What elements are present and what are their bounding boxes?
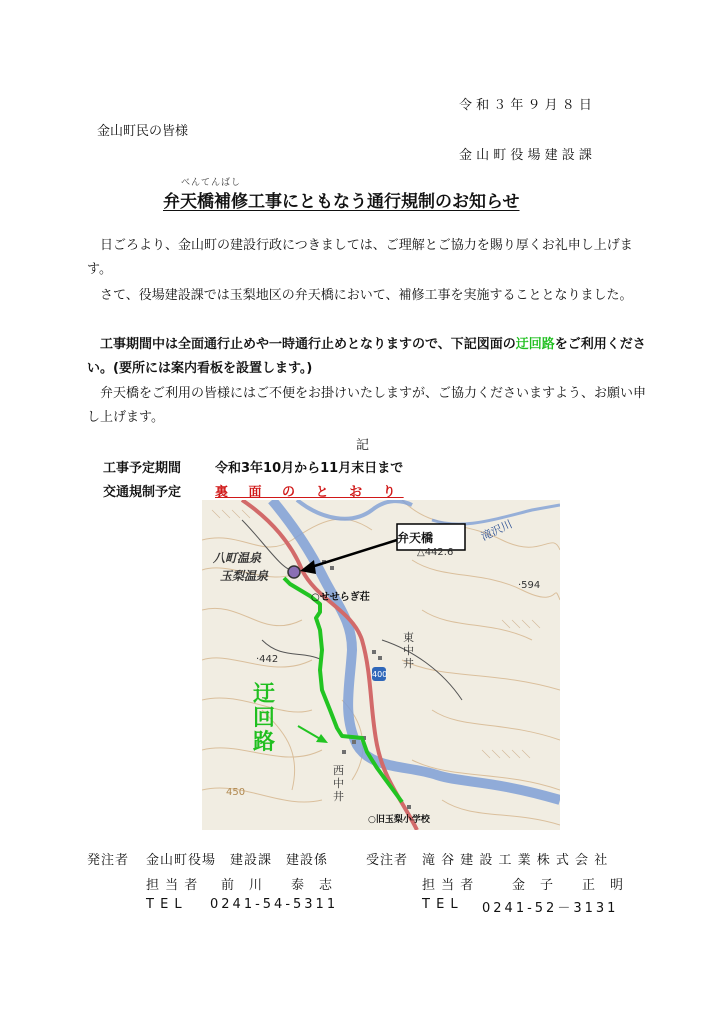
- detour-highlight: 迂回路: [515, 337, 555, 352]
- detour-text-after: をご利用ください。(要所には案内看板を設置します。): [87, 337, 646, 376]
- orderer-name: 金山町役場 建設課 建設係: [146, 853, 329, 868]
- callout-label: 弁天橋: [397, 531, 434, 545]
- orderer-person: 前 川 泰 志: [221, 878, 334, 893]
- period-label: 工事予定期間: [103, 461, 182, 476]
- nishi-nakai-label: 西 中 井: [333, 764, 344, 803]
- bridge-marker-icon: [288, 566, 300, 578]
- ki-mark: 記: [356, 438, 370, 453]
- contractor-person-label: 担 当 者: [422, 878, 475, 893]
- contractor-tel-label: T E L: [422, 897, 459, 912]
- elevation-594: ·594: [518, 580, 541, 591]
- detour-text-before: 工事期間中は全面通行止めや一時通行止めとなりますので、下記図面の: [87, 337, 516, 352]
- seseragi-label: ○せせらぎ荘: [311, 592, 370, 603]
- date: 令 和 ３ 年 ９ 月 ８ 日: [459, 98, 592, 113]
- orderer-tel-label: T E L: [146, 897, 183, 912]
- paragraph-apology: 弁天橋をご利用の皆様にはご不便をお掛けいたしますが、ご協力くださいますよう、お願い申し上げます。: [87, 386, 647, 425]
- paragraph-notice: さて、役場建設課では玉梨地区の弁天橋において、補修工事を実施することとなりました。: [87, 288, 633, 303]
- regulation-label: 交通規制予定: [103, 485, 182, 500]
- paragraph-greeting: 日ごろより、金山町の建設行政につきましては、ご理解とご協力を賜り厚くお礼申し上げます。: [87, 238, 633, 277]
- higashi-nakai-label: 東 中 井: [403, 631, 414, 670]
- paragraph-detour: [87, 333, 647, 381]
- orderer-label: 発注者: [87, 853, 130, 868]
- orderer-person-label: 担 当 者: [146, 878, 199, 893]
- period-value: 令和3年10月から11月末日まで: [215, 461, 404, 476]
- page-title: 弁天橋補修工事にともなう通行規制のお知らせ: [163, 192, 520, 212]
- old-school-label: ○旧玉梨小学校: [368, 815, 430, 825]
- recipient: 金山町民の皆様: [97, 124, 189, 139]
- contractor-name: 滝 谷 建 設 工 業 株 式 会 社: [422, 853, 609, 868]
- route-number: 400: [372, 670, 388, 679]
- sender: 金 山 町 役 場 建 設 課: [459, 148, 592, 163]
- hatcho-onsen-label: 八町温泉: [213, 551, 262, 565]
- river-label: 滝沢川: [479, 517, 515, 544]
- elevation-442: ·442: [256, 654, 279, 665]
- regulation-value: 裏 面 の と お り: [215, 485, 404, 500]
- orderer-tel: 0241-54-5311: [210, 897, 339, 912]
- detour-map-label: 迂 回 路: [253, 682, 276, 755]
- tamanashi-onsen-label: 玉梨温泉: [220, 569, 269, 583]
- elevation-442-6: △442.6: [417, 547, 454, 558]
- contractor-tel: 0241-52－3131: [482, 901, 619, 916]
- title-ruby: べんてんばし: [181, 178, 242, 188]
- contour-450: 450: [226, 787, 246, 798]
- contractor-label: 受注者: [366, 853, 409, 868]
- contractor-person: 金 子 正 明: [512, 878, 625, 893]
